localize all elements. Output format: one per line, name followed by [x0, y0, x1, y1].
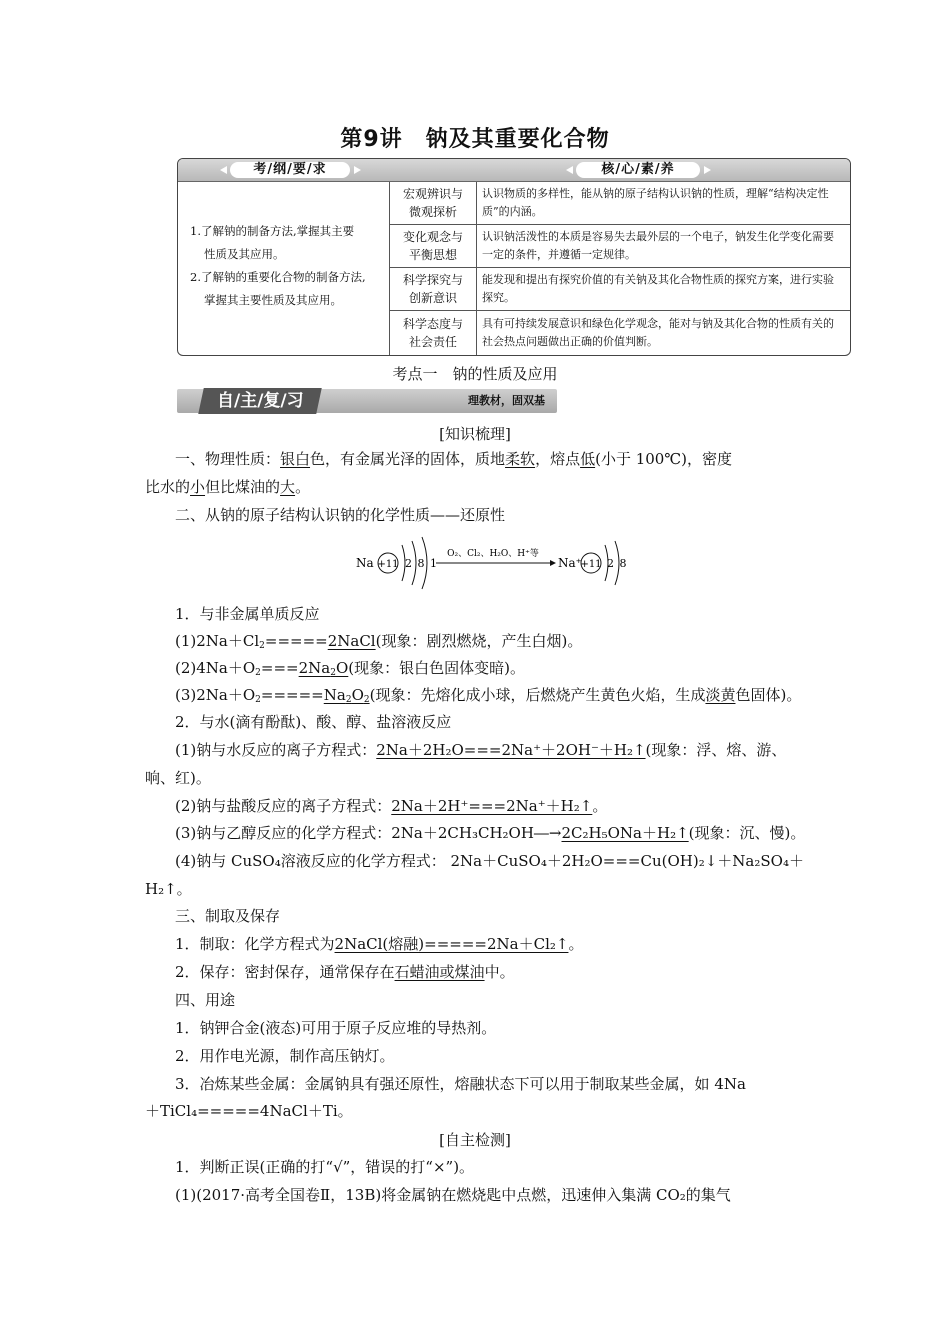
- reaction-line: $(2)4Na+O_2===2Na_2O$(现象：银白色固体变暗)。: [175, 659, 526, 678]
- literacy-name: 创新意识: [408, 291, 457, 305]
- arrow-left-icon: [220, 166, 227, 174]
- section-title: 考点一 钠的性质及应用: [392, 365, 558, 383]
- paragraph-storage: 2．保存：密封保存，通常保存在石蜡油或煤油中。: [175, 963, 515, 981]
- arrow-left-icon: [566, 166, 573, 174]
- reaction-line-cont: H₂↑。: [145, 880, 192, 898]
- heading-check: [自主检测]: [439, 1131, 511, 1149]
- literacy-row: [390, 268, 850, 311]
- paragraph-use-cont: ＋TiCl₄=====4NaCl＋Ti。: [145, 1102, 353, 1120]
- bar-subtitle: 理教材，固双基: [468, 394, 545, 407]
- literacy-desc: 具有可持续发展意识和绿色化学观念，能对与钠及其化合物的性质有关的社会热点问题做出正确的价值判断。: [482, 317, 834, 348]
- arrow-right-icon: [704, 166, 711, 174]
- paragraph-use: 2．用作电光源，制作高压钠灯。: [175, 1047, 395, 1065]
- paragraph-physical-cont: 比水的小但比煤油的大。: [145, 478, 311, 496]
- requirements-table: [177, 158, 851, 356]
- literacy-name: 宏观辨识与: [402, 187, 463, 201]
- literacy-name: 社会责任: [408, 335, 457, 349]
- section-bar: [177, 389, 557, 413]
- header-literacy: 核/心/素/养: [576, 162, 700, 178]
- reaction-line: $(1)2Na+Cl_2=====2NaCl$(现象：剧烈燃烧，产生白烟)。: [175, 632, 583, 651]
- literacy-row: [390, 182, 850, 225]
- bar-label: 自/主/复/习: [198, 388, 322, 414]
- paragraph-physical: 一、物理性质：银白色，有金属光泽的固体，质地柔软，熔点低(小于 100℃)，密度: [175, 450, 732, 468]
- header-requirements: 考/纲/要/求: [230, 162, 350, 178]
- requirements-cell: [178, 182, 390, 355]
- electron-shells: 2 8 1: [405, 557, 438, 570]
- reagents-label: O₂、Cl₂、H₂O、H⁺等: [447, 549, 539, 559]
- reaction-line: (4)钠与 CuSO₄溶液反应的化学方程式： 2Na＋CuSO₄＋2H₂O===Cu(OH)₂↓＋Na₂SO₄＋: [175, 852, 804, 870]
- question-item: (1)(2017·高考全国卷Ⅱ，13B)将金属钠在燃烧匙中点燃，迅速伸入集满 CO₂的集气: [175, 1186, 731, 1204]
- requirement-line: 性质及其应用。: [204, 247, 285, 261]
- reaction-line-cont: 响、红)。: [145, 769, 211, 787]
- literacy-desc: 能发现和提出有探究价值的有关钠及其化合物性质的探究方案，进行实验探究。: [482, 273, 834, 304]
- reaction-line: (1)钠与水反应的离子方程式：2Na＋2H₂O===2Na⁺＋2OH⁻＋H₂↑(现象：浮、熔、游、: [175, 741, 787, 759]
- literacy-name: 科学探究与: [402, 273, 463, 287]
- subheading: 1．与非金属单质反应: [175, 605, 320, 623]
- literacy-desc: 认识钠活泼性的本质是容易失去最外层的一个电子，钠发生化学变化需要一定的条件，并遵循一定规律。: [482, 230, 834, 261]
- literacy-name: 平衡思想: [408, 248, 457, 262]
- nucleus-label: +11: [377, 559, 399, 570]
- requirement-line: 2.了解钠的重要化合物的制备方法,: [190, 270, 366, 284]
- subheading: 四、用途: [175, 991, 236, 1009]
- reaction-line: $(3)2Na+O_2=====Na_2O_2$(现象：先熔化成小球，后燃烧产生黄色火焰，生成淡黄色固体)。: [175, 686, 802, 705]
- electron-shells: 2 8: [607, 557, 628, 570]
- question-intro: 1．判断正误(正确的打“√”，错误的打“×”)。: [175, 1158, 475, 1176]
- table-header: [178, 159, 850, 182]
- literacy-name: 变化观念与: [402, 230, 463, 244]
- subheading: 2．与水(滴有酚酞)、酸、醇、盐溶液反应: [175, 713, 452, 731]
- na-symbol: Na: [356, 556, 374, 570]
- paragraph-preparation: 1．制取：化学方程式为2NaCl(熔融)=====2Na＋Cl₂↑。: [175, 935, 584, 953]
- arrow-right-icon: [354, 166, 361, 174]
- atom-diagram: [350, 535, 630, 591]
- nucleus-label: +11: [580, 559, 602, 570]
- reaction-line: (3)钠与乙醇反应的化学方程式：2Na＋2CH₃CH₂OH―→2C₂H₅ONa＋H₂↑(现象：沉、慢)。: [175, 824, 806, 842]
- paragraph-use: 1．钠钾合金(液态)可用于原子反应堆的导热剂。: [175, 1019, 497, 1037]
- literacy-desc: 认识物质的多样性，能从钠的原子结构认识钠的性质，理解“结构决定性质”的内涵。: [482, 187, 829, 218]
- literacy-name: 科学态度与: [402, 317, 463, 331]
- literacy-name: 微观探析: [408, 205, 457, 219]
- reaction-line: (2)钠与盐酸反应的离子方程式：2Na＋2H⁺===2Na⁺＋H₂↑。: [175, 797, 608, 815]
- requirement-line: 掌握其主要性质及其应用。: [204, 293, 342, 307]
- na-ion-symbol: Na⁺: [558, 556, 582, 570]
- subheading: 三、制取及保存: [175, 907, 281, 925]
- literacy-row: [390, 225, 850, 268]
- paragraph-chemical: 二、从钠的原子结构认识钠的化学性质——还原性: [175, 506, 506, 524]
- heading-knowledge: [知识梳理]: [439, 425, 511, 443]
- paragraph-use: 3．冶炼某些金属：金属钠具有强还原性，熔融状态下可以用于制取某些金属，如 4Na: [175, 1075, 746, 1093]
- requirement-line: 1.了解钠的制备方法,掌握其主要: [190, 224, 355, 238]
- literacy-row: [390, 311, 850, 355]
- page-title: 第9讲 钠及其重要化合物: [340, 127, 610, 152]
